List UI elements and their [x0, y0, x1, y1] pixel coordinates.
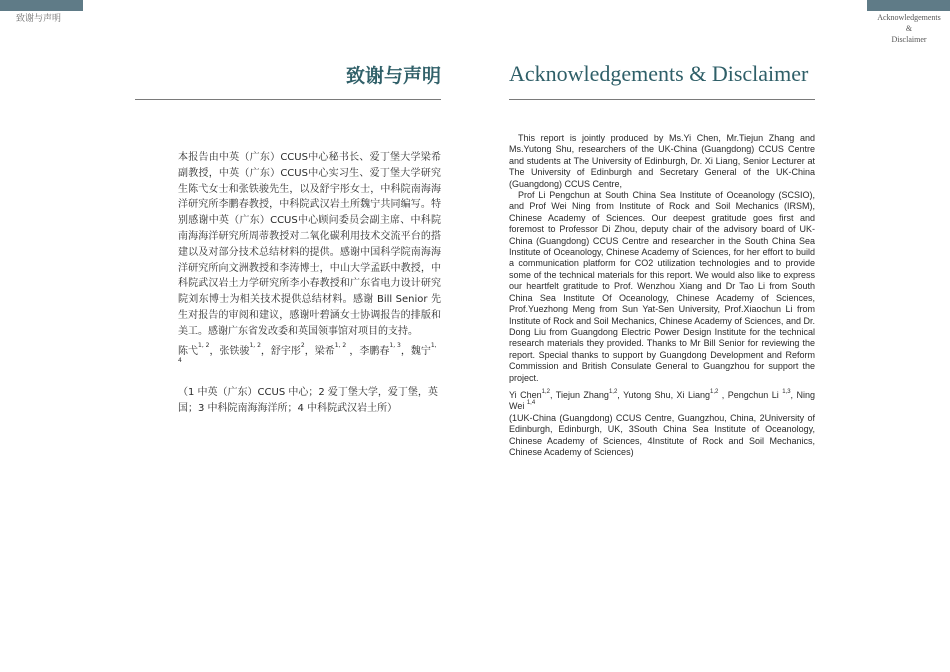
author-name: 李鹏春 — [359, 345, 390, 357]
running-header-right — [868, 12, 950, 45]
title-divider-left — [135, 99, 441, 100]
english-paragraph-2: Prof Li Pengchun at South China Sea Institute of Oceanology (SCSIO), and Prof Wei Ning from Institute of Rock and Soil Mechanics (IRSM), Chinese Academy of Sciences. Our deepest gratitude goes first and foremost to Professor Di Zhou, deputy chair of the advisory board of UK-China (Guangdong) CCUS Centre and researcher in the South China Sea Institute of Oceanology, Chinese Academy of Sciences, for her effort to build a communication platform for CO2 utilization technologies and to provide some of the technical materials for this report. We would also like to express our heartfelt gratitude to Prof. Wenzhou Xiang and Dr Tao Li from South China Sea Institute Of Oceanology, Chinese Academy of Sciences, Prof.Yuezhong Meng from Sun Yat-Sen University, Prof.Xiaochun Li from Institute of Rock and Soil Mechanics, Chinese Academy of Sciences, and Dr. Dong Liu from Guangdong Electric Power Design Institute for the technical research materials they provided. Thanks to Mr Bill Senior for reviewing the report. Special thanks to support by Guangdong Development and Reform Commission and British Consulate General to Guangzhou for support the project. — [509, 190, 815, 383]
author-affiliation-marker: 1, 2 — [249, 341, 261, 349]
running-header-right-line: Acknowledgements — [877, 13, 941, 22]
author-separator: ， — [260, 345, 271, 357]
author-separator: ， — [346, 345, 360, 357]
author-separator: , — [617, 389, 624, 400]
english-affiliations: (1UK-China (Guangdong) CCUS Centre, Guangzhou, China, 2University of Edinburgh, Edinburgh, UK, 3South China Sea Institute of Oceanology, Chinese Academy of Sciences, 4Institute of Rock and Soil Mechanics, Chinese Academy of Sciences) — [509, 412, 815, 457]
author-affiliation-marker: 1,2 — [710, 388, 719, 395]
chinese-affiliations: （1 中英（广东）CCUS 中心；2 爱丁堡大学，爱丁堡，英国；3 中科院南海海洋所；4 中科院武汉岩土所） — [178, 386, 438, 414]
page-title-chinese: 致谢与声明 — [345, 65, 441, 87]
top-left-accent-bar — [0, 0, 83, 11]
running-header-right-line: & — [905, 24, 913, 33]
top-right-accent-bar — [867, 0, 950, 11]
author-name: 舒宇彤 — [270, 345, 301, 357]
english-paragraph-1: This report is jointly produced by Ms.Yi Chen, Mr.Tiejun Zhang and Ms.Yutong Shu, researchers of the UK-China (Guangdong) CCUS Centre and students at The University of Edinburgh, Dr. Xi Liang, Senior Lecturer at The University of Edinburgh and Secretary General of the UK-China (Guangdong) CCUS Centre, — [509, 133, 815, 189]
author-name: Yi Chen — [509, 389, 542, 400]
running-header-left: 致谢与声明 — [16, 14, 62, 24]
chinese-acknowledgement-text: 本报告由中英（广东）CCUS中心秘书长、爱丁堡大学梁希副教授，中英（广东）CCUS中心实习生、爱丁堡大学研究生陈弋女士和张铁骏先生，以及舒宇彤女士，中科院南海海洋研究所李鹏春教授，中科院武汉岩土所魏宁共同编写。特别感谢中英（广东）CCUS中心顾问委员会副主席、中科院南海海洋研究所周蒂教授对二氧化碳利用技术交流平台的搭建以及对部分技术总结材料的提供。感谢中国科学院南海海洋研究所向文洲教授和李涛博士，中山大学孟跃中教授，中科院武汉岩土力学研究所李小春教授和广东省电力设计研究院刘东博士为相关技术提供总结材料。感谢 Bill Senior 先生对报告的审阅和建议，感谢叶碧涵女士协调报告的排版和美工。感谢广东省发改委和英国领事馆对项目的支持。 — [178, 152, 441, 337]
page-title-english: Acknowledgements & Disclaimer — [509, 61, 809, 86]
author-separator: , — [718, 389, 728, 400]
author-separator: , — [790, 389, 797, 400]
chinese-column — [178, 150, 441, 417]
author-name: 梁希 — [314, 345, 335, 357]
author-affiliation-marker: 1,2 — [608, 388, 618, 395]
author-separator: ， — [304, 345, 315, 357]
author-affiliation-marker: 1, 4 — [178, 341, 437, 365]
author-affiliation-marker: 1,4 — [526, 400, 536, 407]
author-name: Ning Wei — [509, 389, 815, 412]
author-affiliation-marker: 1,3 — [782, 388, 791, 395]
author-affiliation-marker: 2 — [300, 341, 305, 349]
author-separator: , — [549, 389, 556, 400]
author-affiliation-marker: 1, 3 — [389, 341, 401, 349]
chinese-author-list — [178, 341, 441, 375]
author-affiliation-marker: 1, 2 — [334, 341, 347, 349]
author-name: 张铁骏 — [219, 345, 250, 357]
author-name: 陈弋 — [178, 345, 198, 357]
author-name: Tiejun Zhang — [555, 389, 609, 400]
author-separator: ， — [209, 345, 220, 357]
author-affiliation-marker: 1,2 — [541, 388, 550, 395]
author-name: Pengchun Li — [727, 389, 783, 400]
running-header-right-line: Disclaimer — [891, 35, 927, 44]
author-name: 魏宁 — [410, 345, 431, 357]
author-separator: ， — [400, 345, 411, 357]
title-divider-right — [509, 99, 815, 100]
author-name: Yutong Shu, Xi Liang — [623, 389, 710, 400]
english-author-list — [509, 390, 815, 413]
english-column — [509, 133, 815, 458]
author-affiliation-marker: 1, 2 — [198, 341, 210, 349]
